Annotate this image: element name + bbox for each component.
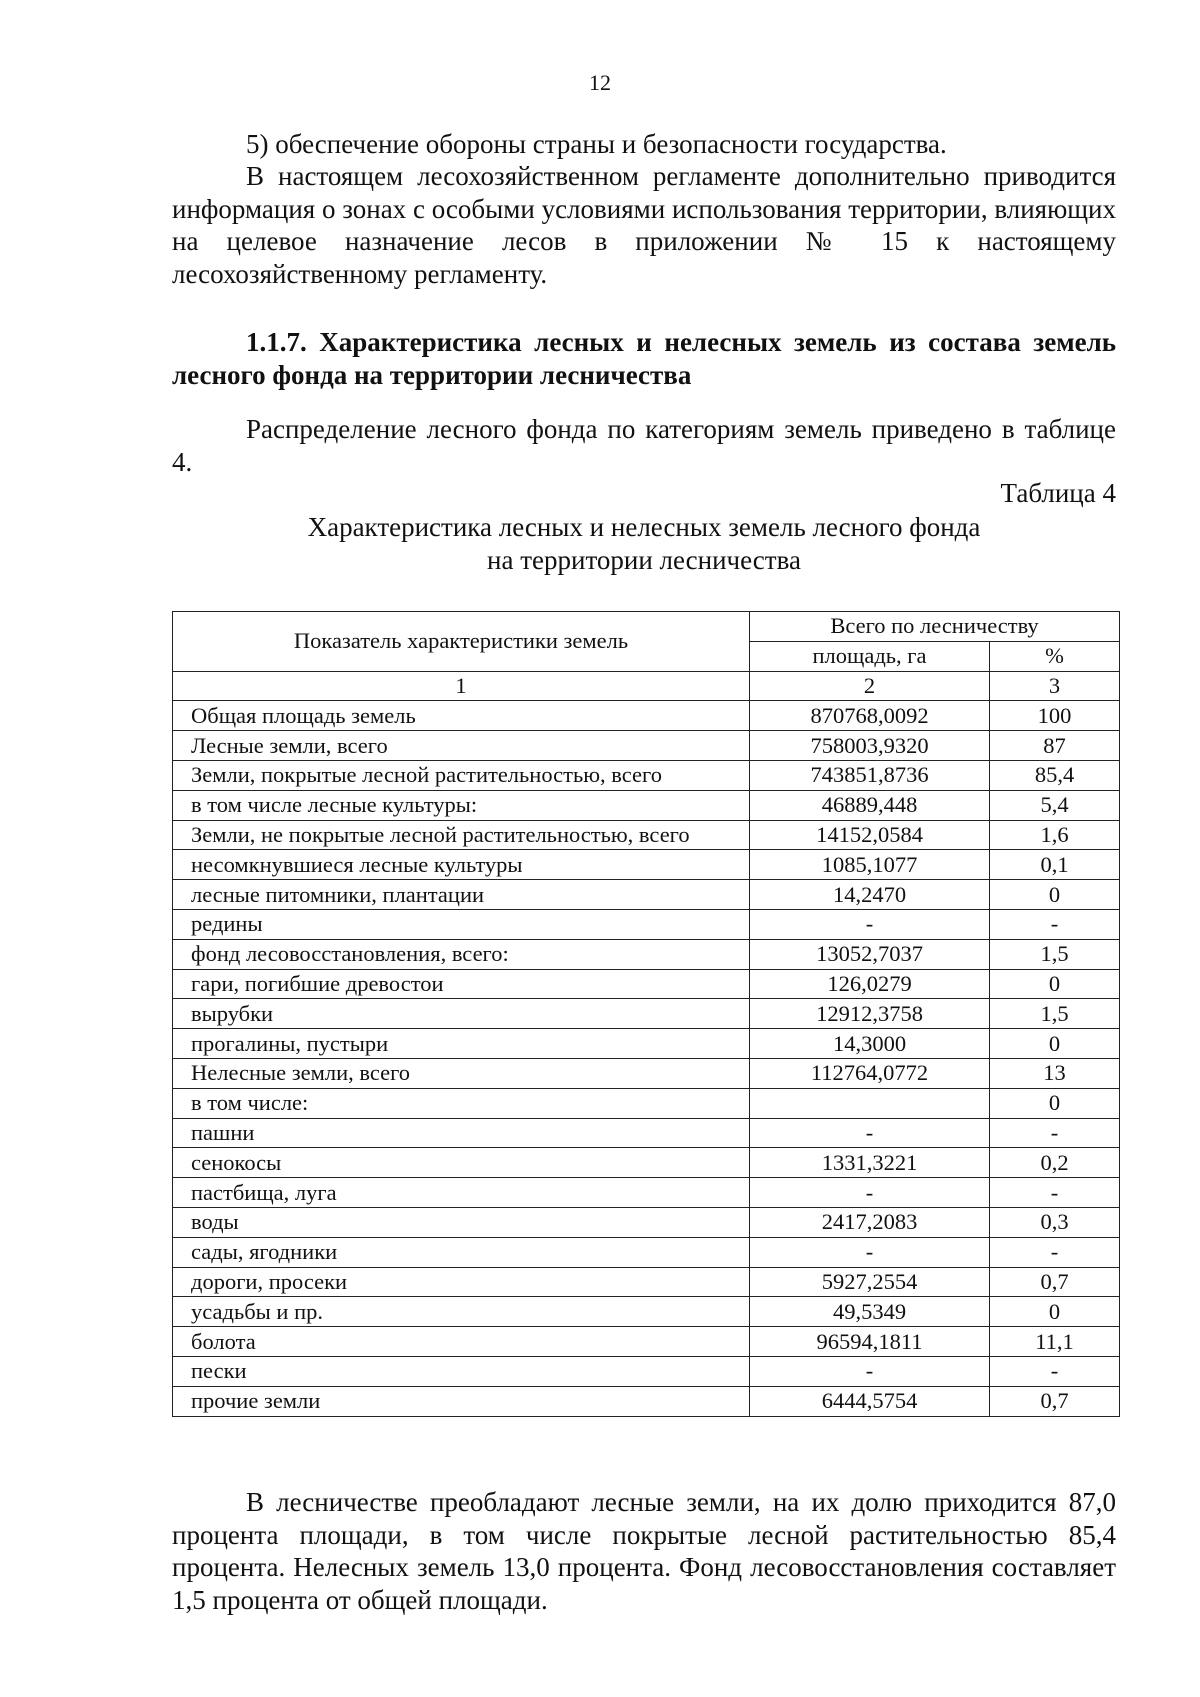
- row-name: редины: [173, 909, 750, 939]
- row-percent: 87: [990, 731, 1120, 761]
- table-row: [173, 1356, 1120, 1386]
- table-row: [173, 939, 1120, 969]
- table-row: [173, 850, 1120, 880]
- row-area: 743851,8736: [750, 760, 990, 790]
- row-percent: 0,7: [990, 1267, 1120, 1297]
- table-row: [173, 1207, 1120, 1237]
- table-label: Таблица 4: [1000, 478, 1116, 508]
- row-name: вырубки: [173, 999, 750, 1029]
- row-area: 14,3000: [750, 1029, 990, 1059]
- row-name: прогалины, пустыри: [173, 1029, 750, 1059]
- row-area: 46889,448: [750, 790, 990, 820]
- row-name: в том числе лесные культуры:: [173, 790, 750, 820]
- section-heading: 1.1.7. Характеристика лесных и нелесных земель из состава земель лесного фонда на территории лесничества: [172, 327, 1116, 390]
- row-percent: 85,4: [990, 760, 1120, 790]
- row-area: 6444,5754: [750, 1386, 990, 1416]
- row-name: несомкнувшиеся лесные культуры: [173, 850, 750, 880]
- row-area: 14,2470: [750, 880, 990, 910]
- row-name: Земли, не покрытые лесной растительностью, всего: [173, 820, 750, 850]
- row-area: 5927,2554: [750, 1267, 990, 1297]
- row-name: Земли, покрытые лесной растительностью, всего: [173, 760, 750, 790]
- row-percent: 1,6: [990, 820, 1120, 850]
- table-row: [173, 880, 1120, 910]
- table-row: [173, 701, 1120, 731]
- list-item-5: 5) обеспечение обороны страны и безопасности государства.: [246, 129, 947, 159]
- table-title-line-2: на территории лесничества: [487, 545, 801, 575]
- row-name: прочие земли: [173, 1386, 750, 1416]
- row-area: -: [750, 1178, 990, 1208]
- table-row: [173, 1267, 1120, 1297]
- row-name: дороги, просеки: [173, 1267, 750, 1297]
- table-row: [173, 909, 1120, 939]
- row-percent: 0: [990, 1297, 1120, 1327]
- row-percent: 0: [990, 969, 1120, 999]
- row-name: сенокосы: [173, 1148, 750, 1178]
- row-percent: 11,1: [990, 1327, 1120, 1357]
- row-area: 870768,0092: [750, 701, 990, 731]
- row-percent: 100: [990, 701, 1120, 731]
- row-name: пашни: [173, 1118, 750, 1148]
- row-area: 126,0279: [750, 969, 990, 999]
- row-area: 49,5349: [750, 1297, 990, 1327]
- row-area: 1085,1077: [750, 850, 990, 880]
- column-number-3: 3: [990, 671, 1120, 701]
- row-percent: 0,3: [990, 1207, 1120, 1237]
- conclusion-paragraph: В лесничестве преобладают лесные земли, на их долю приходится 87,0 процента площади, в том числе покрытые лесной растительностью 85,4 процента. Нелесных земель 13,0 процента. Фонд лесовосстановления составляет 1,5 процента от общей площади.: [172, 1487, 1116, 1615]
- row-percent: 5,4: [990, 790, 1120, 820]
- row-area: 13052,7037: [750, 939, 990, 969]
- table-row: [173, 1148, 1120, 1178]
- table-row: [173, 1297, 1120, 1327]
- row-area: -: [750, 1237, 990, 1267]
- row-area: 96594,1811: [750, 1327, 990, 1357]
- table-row: [173, 760, 1120, 790]
- table-row: [173, 969, 1120, 999]
- table-row: [173, 731, 1120, 761]
- row-area: 112764,0772: [750, 1058, 990, 1088]
- table-row: [173, 1237, 1120, 1267]
- row-name: Лесные земли, всего: [173, 731, 750, 761]
- row-area: [750, 1088, 990, 1118]
- row-name: фонд лесовосстановления, всего:: [173, 939, 750, 969]
- table-row: [173, 1178, 1120, 1208]
- row-name: Общая площадь земель: [173, 701, 750, 731]
- row-percent: 0,1: [990, 850, 1120, 880]
- row-area: 1331,3221: [750, 1148, 990, 1178]
- row-percent: 1,5: [990, 939, 1120, 969]
- table-title-line-1: Характеристика лесных и нелесных земель лесного фонда: [307, 512, 981, 542]
- table-row: [173, 1386, 1120, 1416]
- row-name: воды: [173, 1207, 750, 1237]
- row-name: лесные питомники, плантации: [173, 880, 750, 910]
- row-percent: 1,5: [990, 999, 1120, 1029]
- row-name: Нелесные земли, всего: [173, 1058, 750, 1088]
- row-percent: 0: [990, 1029, 1120, 1059]
- row-area: 2417,2083: [750, 1207, 990, 1237]
- intro-paragraph: В настоящем лесохозяйственном регламенте дополнительно приводится информация о зонах с особыми условиями использования территории, влияющих на целевое назначение лесов в приложении № 15 к настоящему лесохозяйственному регламенту.: [172, 161, 1116, 289]
- row-percent: 0: [990, 1088, 1120, 1118]
- table-row: [173, 999, 1120, 1029]
- table-row: [173, 790, 1120, 820]
- row-name: пески: [173, 1356, 750, 1386]
- column-number-1: 1: [173, 671, 750, 701]
- row-percent: 0,2: [990, 1148, 1120, 1178]
- table-row: [173, 1118, 1120, 1148]
- header-percent: %: [990, 641, 1120, 671]
- row-percent: -: [990, 1356, 1120, 1386]
- row-area: -: [750, 909, 990, 939]
- header-indicator: Показатель характеристики земель: [173, 612, 750, 672]
- row-area: 12912,3758: [750, 999, 990, 1029]
- section-paragraph: Распределение лесного фонда по категориям земель приведено в таблице 4.: [172, 414, 1116, 477]
- table-row: [173, 1029, 1120, 1059]
- land-characteristics-table: [172, 611, 1120, 1417]
- row-percent: -: [990, 1237, 1120, 1267]
- row-area: -: [750, 1356, 990, 1386]
- table-column-numbers-row: [173, 671, 1120, 701]
- table-title: [172, 511, 1116, 577]
- header-area: площадь, га: [750, 641, 990, 671]
- table-row: [173, 1088, 1120, 1118]
- row-name: болота: [173, 1327, 750, 1357]
- row-name: усадьбы и пр.: [173, 1297, 750, 1327]
- table-header-row: [173, 612, 1120, 642]
- row-percent: -: [990, 1178, 1120, 1208]
- row-name: в том числе:: [173, 1088, 750, 1118]
- table-row: [173, 820, 1120, 850]
- row-area: 758003,9320: [750, 731, 990, 761]
- table-body: [173, 612, 1120, 1417]
- row-percent: -: [990, 1118, 1120, 1148]
- row-percent: 0,7: [990, 1386, 1120, 1416]
- row-percent: -: [990, 909, 1120, 939]
- row-name: гари, погибшие древостои: [173, 969, 750, 999]
- row-area: -: [750, 1118, 990, 1148]
- row-percent: 0: [990, 880, 1120, 910]
- row-name: сады, ягодники: [173, 1237, 750, 1267]
- header-total: Всего по лесничеству: [750, 612, 1120, 642]
- column-number-2: 2: [750, 671, 990, 701]
- row-percent: 13: [990, 1058, 1120, 1088]
- row-name: пастбища, луга: [173, 1178, 750, 1208]
- page-number: 12: [589, 70, 611, 95]
- table-row: [173, 1058, 1120, 1088]
- row-area: 14152,0584: [750, 820, 990, 850]
- table-row: [173, 1327, 1120, 1357]
